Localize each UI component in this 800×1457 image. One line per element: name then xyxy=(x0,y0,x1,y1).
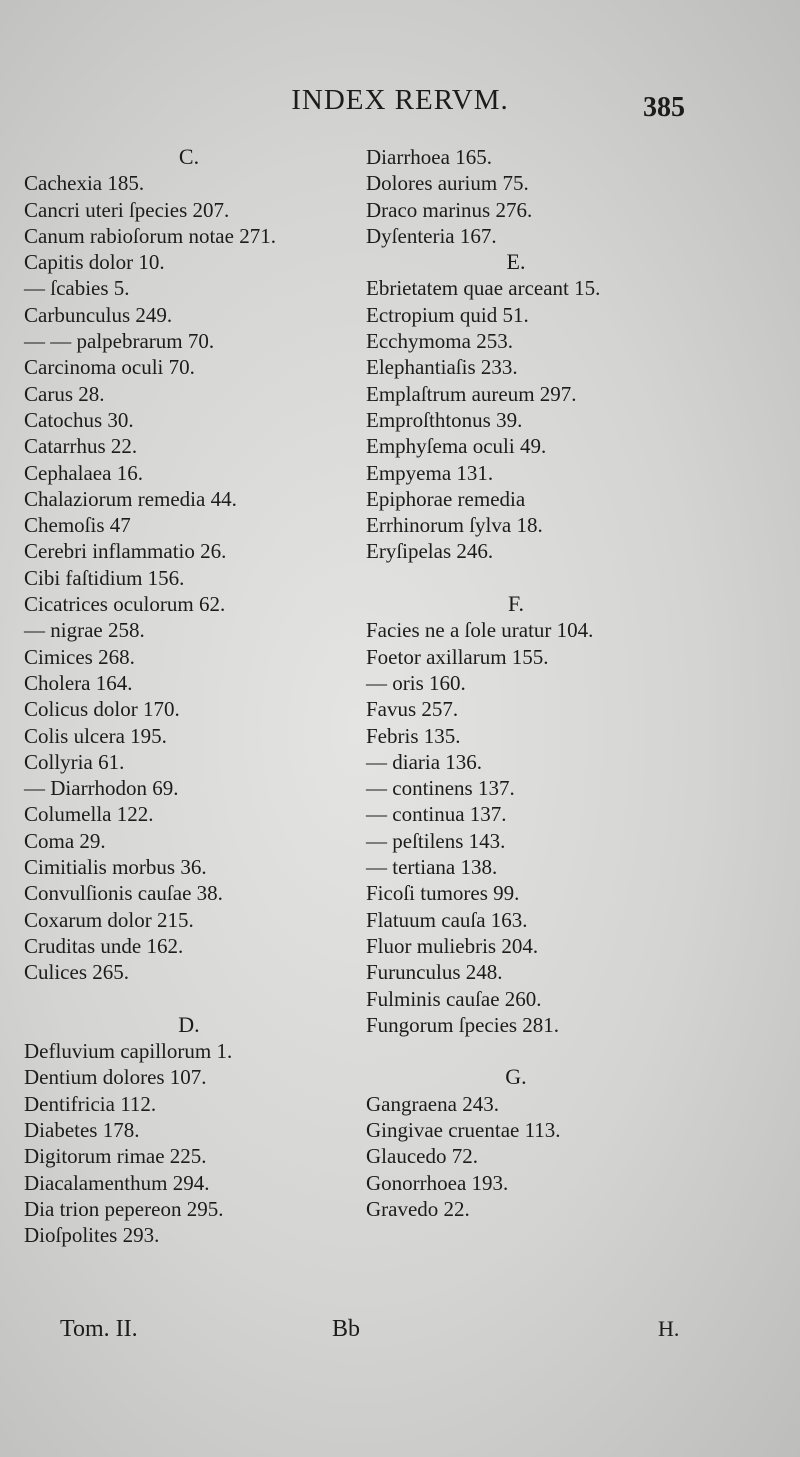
index-entry: — peſtilens 143. xyxy=(366,828,506,853)
index-entry: Diarrhoea 165. xyxy=(366,145,492,169)
index-entry: Defluvium capillorum 1. xyxy=(24,1039,233,1064)
index-entry: Dolores aurium 75. xyxy=(366,171,529,196)
index-entry: Convulſionis cauſae 38. xyxy=(24,881,223,906)
blank-line xyxy=(366,1038,666,1064)
index-entry: Diacalamenthum 294. xyxy=(24,1170,210,1195)
index-entry: Facies ne a ſole uratur 104. xyxy=(366,618,594,643)
index-entry: Digitorum rimae 225. xyxy=(24,1144,207,1169)
index-entry: Coma 29. xyxy=(24,828,106,853)
index-column-left xyxy=(24,144,354,1248)
index-entry: Catarrhus 22. xyxy=(24,434,138,459)
index-entry: Cicatrices oculorum 62. xyxy=(24,592,226,617)
index-entry: Cruditas unde 162. xyxy=(24,933,184,958)
index-entry: Collyria 61. xyxy=(24,749,125,774)
index-entry: Capitis dolor 10. xyxy=(24,250,165,275)
page-number: 385 xyxy=(643,92,685,123)
index-entry: Cimitialis morbus 36. xyxy=(24,855,207,880)
index-column-right xyxy=(366,144,666,1222)
index-entry: Columella 122. xyxy=(24,802,154,827)
index-entry: — tertiana 138. xyxy=(366,855,498,880)
index-entry: Cachexia 185. xyxy=(24,171,145,196)
index-entry: — — palpebrarum 70. xyxy=(24,329,215,354)
letter-heading: F. xyxy=(508,591,524,617)
letter-heading: C. xyxy=(178,144,200,169)
index-entry: Febris 135. xyxy=(366,723,461,748)
index-entry: Dia trion pepereon 295. xyxy=(24,1196,224,1221)
index-entry: Draco marinus 276. xyxy=(366,197,533,222)
index-entry: — continua 137. xyxy=(366,802,507,827)
index-entry: Cibi faſtidium 156. xyxy=(24,565,185,590)
index-entry: — nigrae 258. xyxy=(24,618,145,643)
index-entry: Ectropium quid 51. xyxy=(366,302,529,327)
index-entry: Ecchymoma 253. xyxy=(366,329,513,354)
index-entry: Carbunculus 249. xyxy=(24,302,173,327)
index-entry: Fungorum ſpecies 281. xyxy=(366,1012,560,1037)
index-entry: Chalaziorum remedia 44. xyxy=(24,486,237,511)
index-entry: Culices 265. xyxy=(24,960,129,985)
index-entry: Chemoſis 47 xyxy=(24,513,131,538)
letter-heading: G. xyxy=(505,1064,527,1090)
index-entry: Empyema 131. xyxy=(366,460,494,485)
index-entry: Gangraena 243. xyxy=(366,1091,499,1116)
index-entry: Ebrietatem quae arceant 15. xyxy=(366,276,601,301)
index-entry: Coxarum dolor 215. xyxy=(24,907,194,932)
index-entry: Cerebri inflammatio 26. xyxy=(24,539,227,564)
index-entry: — continens 137. xyxy=(366,776,515,801)
signature-mark: Bb xyxy=(332,1316,361,1342)
index-entry: Emproſthtonus 39. xyxy=(366,407,523,432)
index-entry: Dyſenteria 167. xyxy=(366,223,497,248)
letter-heading: D. xyxy=(178,1011,200,1037)
index-entry: Canum rabioſorum notae 271. xyxy=(24,223,276,248)
index-entry: Carcinoma oculi 70. xyxy=(24,355,195,380)
index-entry: Colicus dolor 170. xyxy=(24,697,180,722)
index-entry: Favus 257. xyxy=(366,697,459,722)
index-entry: Fulminis cauſae 260. xyxy=(366,986,542,1011)
index-entry: Catochus 30. xyxy=(24,407,134,432)
index-entry: Glaucedo 72. xyxy=(366,1144,478,1169)
index-entry: Cancri uteri ſpecies 207. xyxy=(24,197,230,222)
index-entry: Colis ulcera 195. xyxy=(24,723,167,748)
index-entry: Cimices 268. xyxy=(24,644,135,669)
index-entry: Epiphorae remedia xyxy=(366,486,526,511)
catchword: H. xyxy=(658,1316,680,1341)
blank-line xyxy=(366,565,666,591)
index-entry: Gingivae cruentae 113. xyxy=(366,1117,561,1142)
index-entry: — ſcabies 5. xyxy=(24,276,130,301)
index-entry: — Diarrhodon 69. xyxy=(24,776,179,801)
index-entry: Emplaſtrum aureum 297. xyxy=(366,381,577,406)
letter-heading: E. xyxy=(506,249,526,275)
running-title: INDEX RERVM. xyxy=(291,84,509,116)
blank-line xyxy=(24,986,354,1012)
index-entry: Gonorrhoea 193. xyxy=(366,1170,509,1195)
index-entry: Ficoſi tumores 99. xyxy=(366,881,520,906)
index-entry: Eryſipelas 246. xyxy=(366,539,494,564)
index-entry: Carus 28. xyxy=(24,381,105,406)
index-entry: Dioſpolites 293. xyxy=(24,1223,160,1248)
index-entry: Cephalaea 16. xyxy=(24,460,143,485)
index-entry: Errhinorum ſylva 18. xyxy=(366,513,543,538)
index-entry: Furunculus 248. xyxy=(366,960,503,985)
index-entry: Flatuum cauſa 163. xyxy=(366,907,528,932)
index-entry: Fluor muliebris 204. xyxy=(366,933,539,958)
index-entry: Diabetes 178. xyxy=(24,1117,140,1142)
index-entry: Cholera 164. xyxy=(24,670,133,695)
index-entry: Dentifricia 112. xyxy=(24,1091,157,1116)
index-entry: — diaria 136. xyxy=(366,749,483,774)
index-entry: Elephantiaſis 233. xyxy=(366,355,518,380)
index-entry: Dentium dolores 107. xyxy=(24,1065,207,1090)
index-entry: Foetor axillarum 155. xyxy=(366,644,549,669)
index-entry: Emphyſema oculi 49. xyxy=(366,434,547,459)
index-entry: — oris 160. xyxy=(366,670,466,695)
volume-mark: Tom. II. xyxy=(60,1316,138,1342)
index-entry: Gravedo 22. xyxy=(366,1196,470,1221)
